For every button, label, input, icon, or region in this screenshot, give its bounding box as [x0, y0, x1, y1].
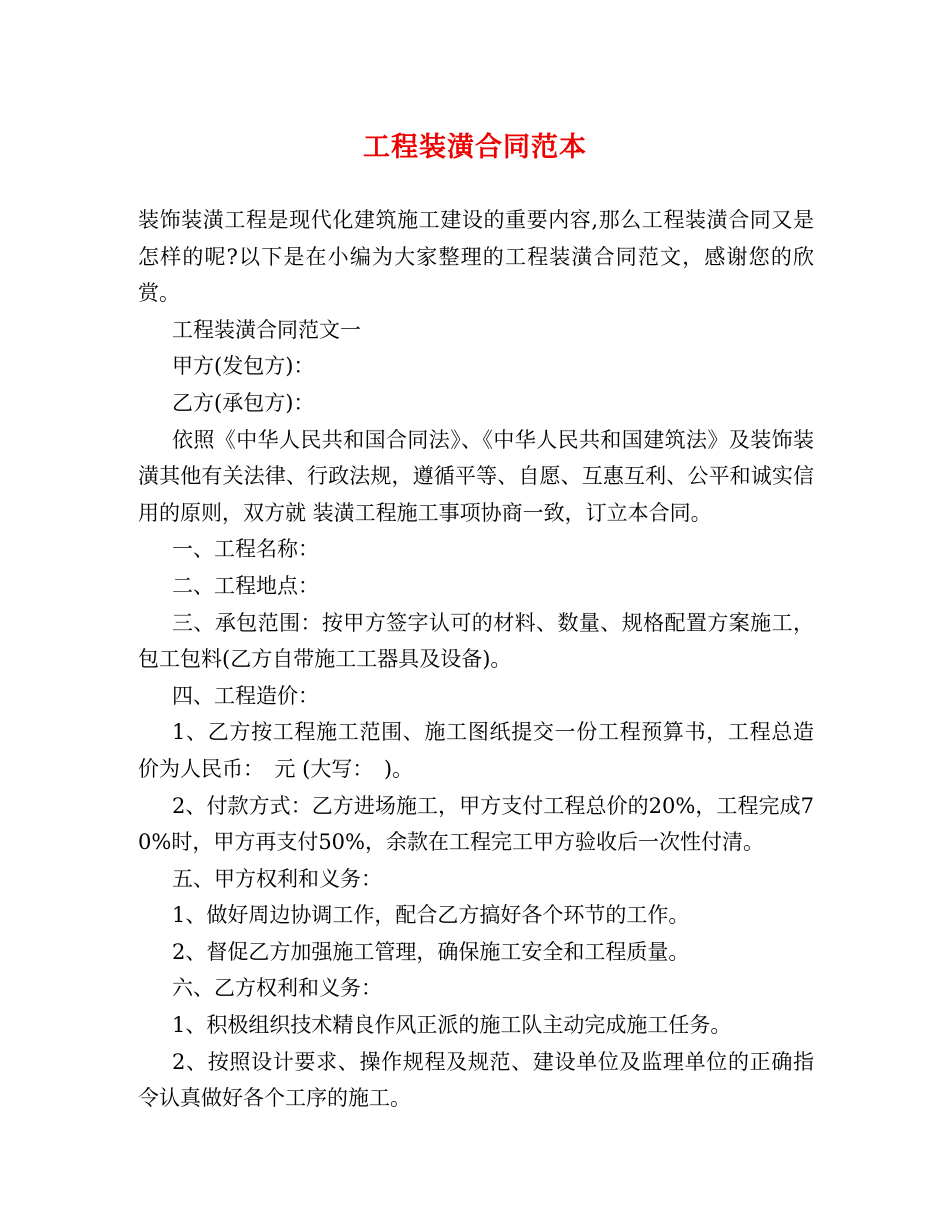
paragraph: 乙方(承包方)：: [172, 390, 315, 415]
paragraph: 2、付款方式：乙方进场施工，甲方支付工程总价的20%，工程完成70%时，甲方再支付50%，余款在工程完工甲方验收后一次性付清。: [138, 793, 814, 855]
document-body: [138, 202, 814, 1117]
paragraph: 一、工程名称：: [172, 537, 319, 562]
paragraph: 1、做好周边协调工作，配合乙方搞好各个环节的工作。: [172, 903, 690, 928]
paragraph: 依照《中华人民共和国合同法》、《中华人民共和国建筑法》及装饰装潢其他有关法律、行政法规，遵循平等、自愿、互惠互利、公平和诚实信用的原则，双方就 装潢工程施工事项协商一致，订立本合同。: [138, 427, 814, 525]
paragraph: 1、乙方按工程施工范围、施工图纸提交一份工程预算书，工程总造价为人民币： 元 (大写： )。: [138, 720, 814, 781]
paragraph: 二、工程地点：: [172, 573, 319, 598]
paragraph: 四、工程造价：: [172, 683, 319, 708]
paragraph: 甲方(发包方)：: [172, 354, 315, 379]
document-title: 工程装潢合同范本: [363, 132, 587, 163]
paragraph: 工程装潢合同范文一: [172, 317, 361, 342]
paragraph: 装饰装潢工程是现代化建筑施工建设的重要内容,那么工程装潢合同又是怎样的呢?以下是在小编为大家整理的工程装潢合同范文，感谢您的欣赏。: [138, 208, 814, 306]
paragraph: 1、积极组织技术精良作风正派的施工队主动完成施工任务。: [172, 1013, 732, 1038]
paragraph: 六、乙方权利和义务：: [172, 976, 382, 1001]
paragraph: 2、督促乙方加强施工管理，确保施工安全和工程质量。: [172, 939, 690, 964]
paragraph: 2、按照设计要求、操作规程及规范、建设单位及监理单位的正确指令认真做好各个工序的施工。: [138, 1049, 814, 1111]
paragraph: 五、甲方权利和义务：: [172, 866, 382, 891]
paragraph: 三、承包范围：按甲方签字认可的材料、数量、规格配置方案施工，包工包料(乙方自带施工工器具及设备)。: [138, 610, 814, 672]
